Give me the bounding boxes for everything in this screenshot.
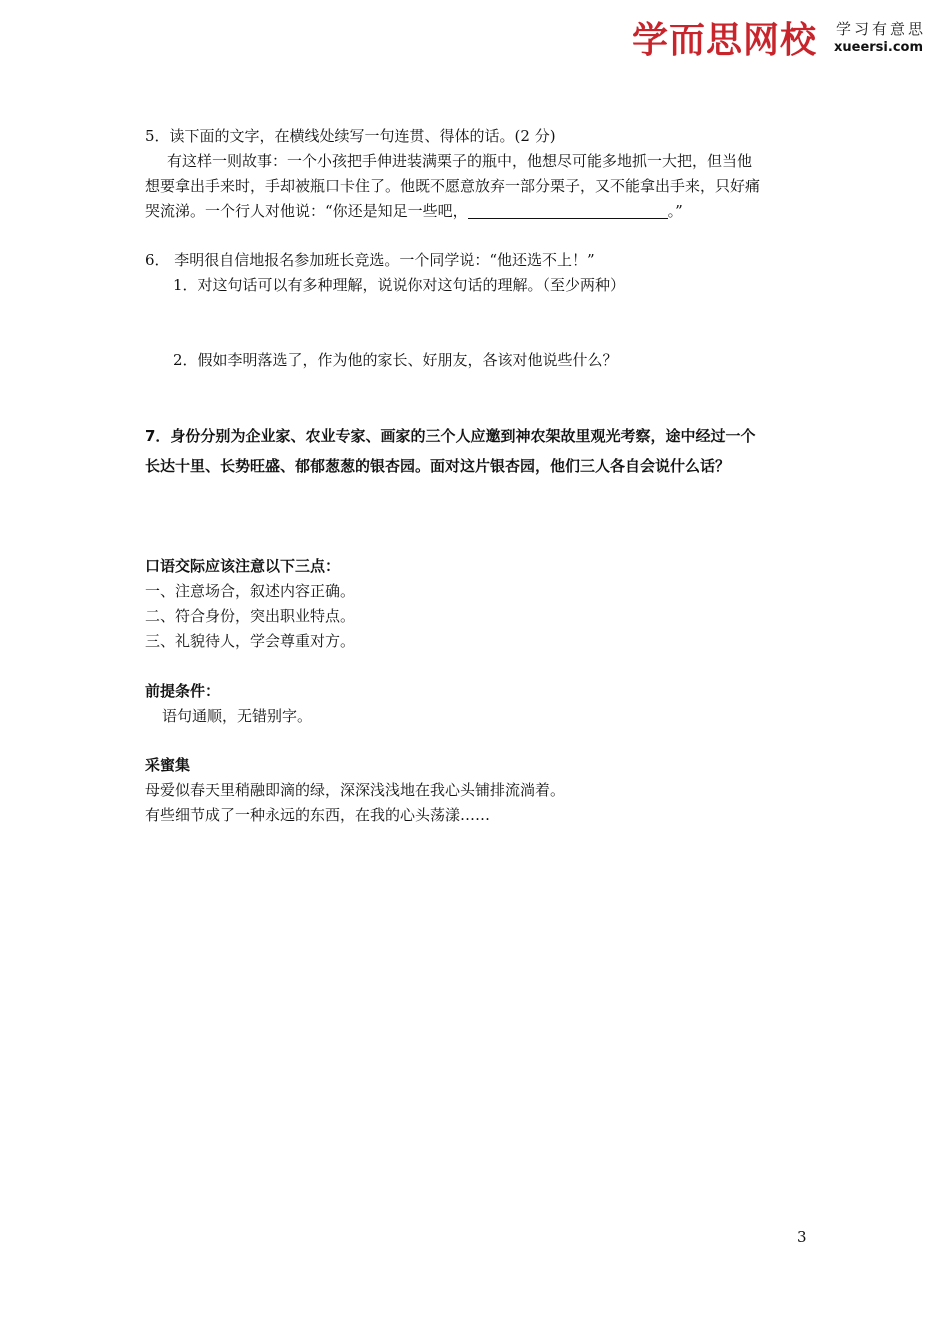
q5-line-3 [145,199,810,224]
q7-line-2: 长达十里、长势旺盛、郁郁葱葱的银杏园。面对这片银杏园，他们三人各自会说什么话？ [145,457,731,475]
q7-line-1: 7．身份分别为企业家、农业专家、画家的三个人应邀到神农架故里观光考察，途中经过一个 [145,427,756,445]
premise-text: 语句通顺，无错别字。 [162,707,313,725]
q6-sub1: 1．对这句话可以有多种理解，说说你对这句话的理解。（至少两种） [173,276,626,294]
collection-line-2: 有些细节成了一种永远的东西，在我的心头荡漾…… [145,806,491,824]
tips-item-2: 二、符合身份，突出职业特点。 [145,607,356,625]
page-number: 3 [797,1228,807,1246]
tips-item-1: 一、注意场合，叙述内容正确。 [145,582,356,600]
fill-blank[interactable] [468,202,668,219]
document-body [145,124,810,828]
premise-heading: 前提条件： [145,682,221,700]
q5-line-3-end: 。” [667,202,683,220]
collection-heading: 采蜜集 [145,756,191,774]
logo-text: 学而思网校 [632,20,818,61]
q5-line-1: 有这样一则故事：一个小孩把手伸进装满栗子的瓶中，他想尽可能多地抓一大把，但当他 [167,152,753,170]
logo-url: xueersi.com [834,40,924,55]
tips-item-3: 三、礼貌待人，学会尊重对方。 [145,632,356,650]
logo-slogan: 学习有意思 [836,20,927,38]
q5-line-2: 想要拿出手来时，手却被瓶口卡住了。他既不愿意放弃一部分栗子，又不能拿出手来，只好痛 [145,177,761,195]
q5-line-3-start: 哭流涕。一个行人对他说：“你还是知足一些吧， [145,202,468,220]
collection-line-1: 母爱似春天里稍融即滴的绿，深深浅浅地在我心头铺排流淌着。 [145,781,566,799]
tips-heading: 口语交际应该注意以下三点： [145,557,341,575]
q6-sub2: 2．假如李明落选了，作为他的家长、好朋友，各该对他说些什么？ [173,351,618,369]
q5-title: 5．读下面的文字，在横线处续写一句连贯、得体的话。(2 分) [145,127,556,145]
q6-title: 6． 李明很自信地报名参加班长竞选。一个同学说：“他还选不上！” [145,251,595,269]
xueersi-logo [632,10,932,60]
